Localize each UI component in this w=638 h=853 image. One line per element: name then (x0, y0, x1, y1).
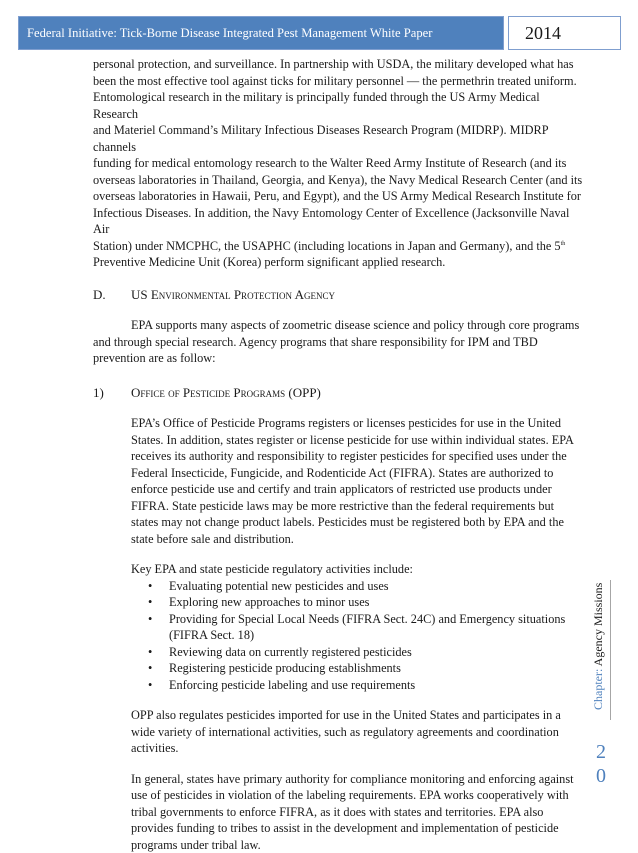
chapter-prefix: Chapter: (591, 669, 605, 710)
list-intro: Key EPA and state pesticide regulatory activities include: (131, 561, 583, 578)
intro-line: overseas laboratories in Thailand, Georgia, and Kenya), the Navy Medical Research Center (and its (93, 172, 583, 189)
chapter-name: Agency Missions (591, 583, 605, 669)
intro-line: been the most effective tool against ticks for military personnel — the permethrin treated uniform. (93, 73, 583, 90)
intro-line: funding for medical entomology research to the Walter Reed Army Institute of Research (and its (93, 155, 583, 172)
list-item: • Exploring new approaches to minor uses (131, 594, 583, 611)
subsection-1-heading (93, 385, 583, 402)
header-title: Federal Initiative: Tick-Borne Disease Integrated Pest Management White Paper (18, 16, 504, 50)
page-header (18, 16, 621, 50)
intro-paragraph (93, 56, 583, 271)
intro-line: overseas laboratories in Hawaii, Peru, and Egypt), and the US Army Medical Research Institute for (93, 188, 583, 205)
subsection-abbr: (OPP) (288, 385, 321, 400)
chapter-label (591, 583, 606, 710)
activities-list (131, 578, 583, 694)
subsection-1-body (131, 415, 583, 853)
ordinal-suffix: th (561, 240, 566, 246)
page-number (591, 740, 611, 788)
page-number-digit: 0 (591, 764, 611, 788)
section-d-heading (93, 287, 583, 304)
intro-line: and Materiel Command’s Military Infectious Diseases Research Program (MIDRP). MIDRP channels (93, 122, 583, 155)
header-year: 2014 (508, 16, 621, 50)
section-number: D. (93, 287, 131, 304)
section-title: US Environmental Protection Agency (131, 287, 335, 304)
sidebar-divider (610, 580, 611, 720)
section-d-text: EPA supports many aspects of zoometric disease science and policy through core programs and through special research. Agency programs that share responsibility for IPM and TBD prevention are as follow: (93, 317, 583, 367)
intro-line: personal protection, and surveillance. In partnership with USDA, the military developed what has (93, 56, 583, 73)
intro-line: Infectious Diseases. In addition, the Navy Entomology Center of Excellence (Jacksonville Naval Air (93, 205, 583, 238)
list-item: • Reviewing data on currently registered pesticides (131, 644, 583, 661)
intro-line-text: Station) under NMCPHC, the USAPHC (including locations in Japan and Germany), and the 5 (93, 239, 561, 253)
subsection-title: Office of Pesticide Programs (131, 385, 285, 400)
opp-paragraph-2: OPP also regulates pesticides imported for use in the United States and participates in a wide variety of international activities, such as regulatory agreements and coordination activities. (131, 707, 583, 757)
list-item: • Registering pesticide producing establishments (131, 660, 583, 677)
opp-paragraph-1: EPA’s Office of Pesticide Programs registers or licenses pesticides for use in the United States. In addition, states register or license pesticide for use within individual states. EPA receives its authority and responsibility to register pesticides for specified uses under the Federal Insecticide, Fungicide, and Rodenticide Act (FIFRA). States are authorized to enforce pesticide use and certify and train applicators of restricted use products under FIFRA. State pesticide laws may be more restrictive than the federal requirements but states may not change product labels. Pesticides must be registered both by EPA and the state before sale and distribution. (131, 415, 583, 547)
intro-line: Preventive Medicine Unit (Korea) perform significant applied research. (93, 254, 583, 271)
opp-paragraph-3: In general, states have primary authority for compliance monitoring and enforcing against use of pesticides in violation of the labeling requirements. EPA works cooperatively with tribal governments to enforce FIFRA, as it does with states and territories. EPA also provides funding to tribes to assist in the development and implementation of pesticide programs under tribal law. (131, 771, 583, 853)
list-item: • Enforcing pesticide labeling and use requirements (131, 677, 583, 694)
list-item: • Evaluating potential new pesticides and uses (131, 578, 583, 595)
page-content (93, 56, 583, 853)
list-item: • Providing for Special Local Needs (FIFRA Sect. 24C) and Emergency situations (FIFRA Sect. 18) (131, 611, 583, 644)
subsection-number: 1) (93, 385, 131, 402)
intro-line (93, 238, 583, 255)
intro-line: Entomological research in the military is principally funded through the US Army Medical Research (93, 89, 583, 122)
subsection-title-wrap (131, 385, 321, 402)
page-number-digit: 2 (591, 740, 611, 764)
